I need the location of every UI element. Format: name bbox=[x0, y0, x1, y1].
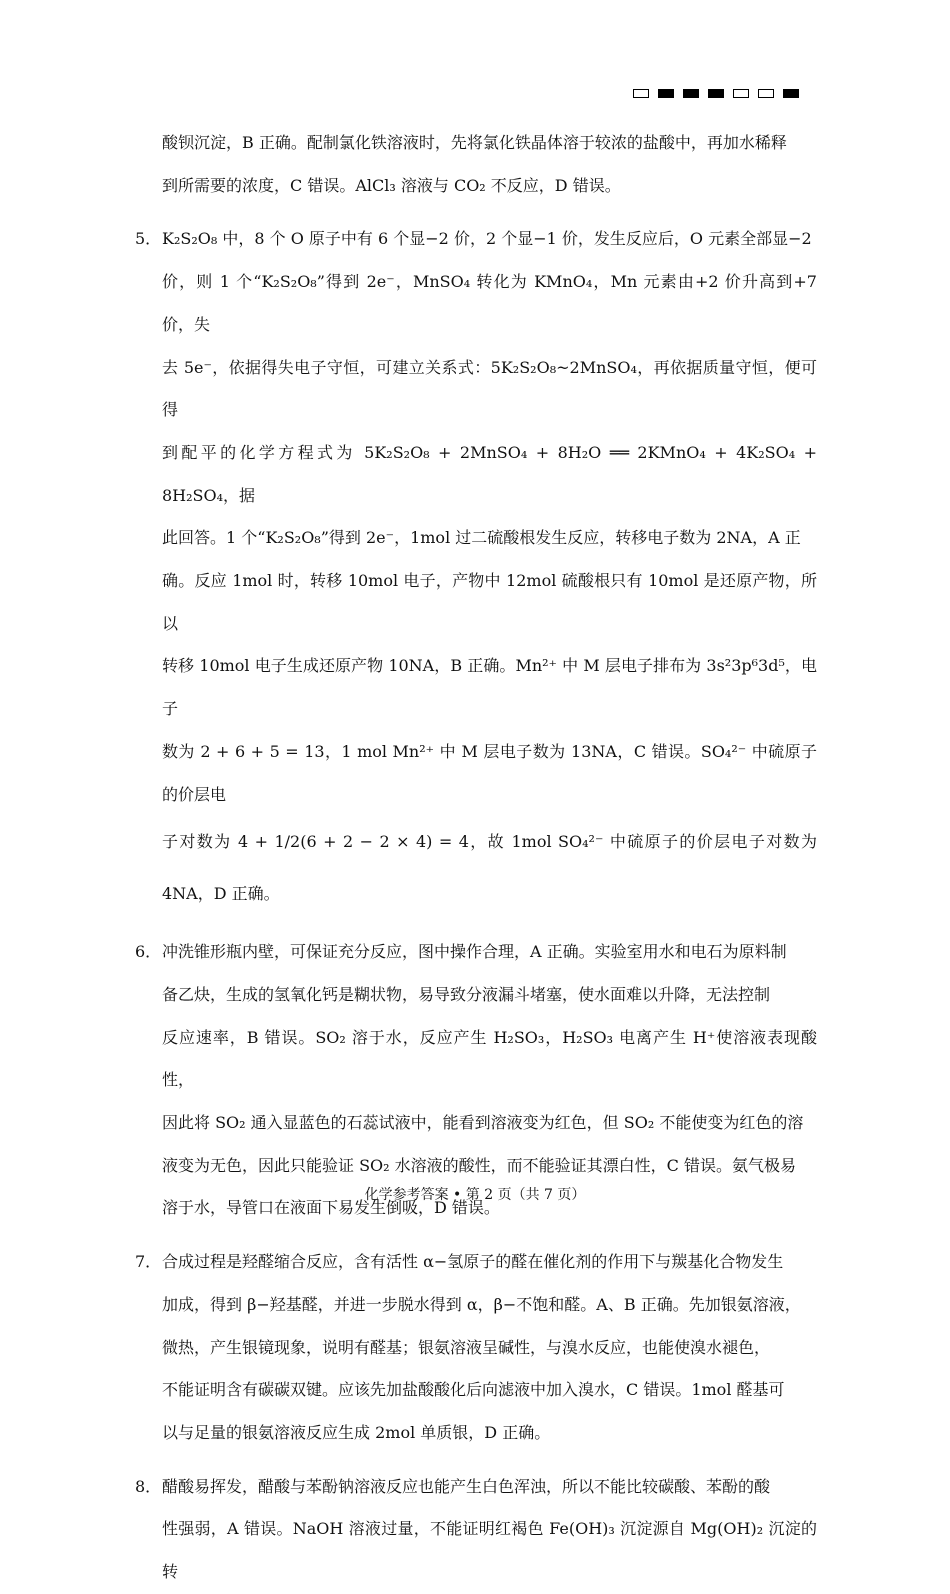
item-number: 6． bbox=[135, 942, 162, 962]
empty-square-mark bbox=[633, 89, 649, 98]
filled-square-mark bbox=[783, 89, 799, 98]
text-line: 微热，产生银镜现象，说明有醛基；银氨溶液呈碱性，与溴水反应，也能使溴水褪色， bbox=[162, 1337, 771, 1357]
text-line: 到所需要的浓度，C 错误。AlCl₃ 溶液与 CO₂ 不反应，D 错误。 bbox=[162, 175, 621, 195]
text-line: 此回答。1 个“K₂S₂O₈”得到 2e⁻，1mol 过二硫酸根发生反应，转移电子数为 2NA，A 正 bbox=[162, 528, 801, 548]
text-line: 去 5e⁻，依据得失电子守恒，可建立关系式：5K₂S₂O₈~2MnSO₄，再依据质量守恒，便可得 bbox=[162, 357, 817, 420]
text-line: 子对数为 4 + 1/2(6 + 2 − 2 × 4) = 4，故 1mol SO₄²⁻ 中硫原子的价层电子对数为 4NA，D 正确。 bbox=[162, 832, 817, 904]
text-line: 确。反应 1mol 时，转移 10mol 电子，产物中 12mol 硫酸根只有 10mol 是还原产物，所以 bbox=[162, 571, 817, 633]
item-number: 7． bbox=[135, 1252, 162, 1272]
text-line: 备乙炔，生成的氢氧化钙是糊状物，易导致分液漏斗堵塞，使水面难以升降，无法控制 bbox=[162, 984, 771, 1004]
text-line: 酸钡沉淀，B 正确。配制氯化铁溶液时，先将氯化铁晶体溶于较浓的盐酸中，再加水稀释 bbox=[162, 133, 787, 152]
item-number: 8． bbox=[135, 1476, 162, 1496]
text-line: 以与足量的银氨溶液反应生成 2mol 单质银，D 正确。 bbox=[162, 1422, 551, 1442]
text-line: 合成过程是羟醛缩合反应，含有活性 α−氢原子的醛在催化剂的作用下与羰基化合物发生 bbox=[162, 1252, 784, 1272]
filled-square-mark bbox=[658, 89, 674, 98]
header-marks bbox=[633, 89, 799, 98]
text-line: 到配平的化学方程式为 5K₂S₂O₈ + 2MnSO₄ + 8H₂O ══ 2KMnO₄ + 4K₂SO₄ + 8H₂SO₄，据 bbox=[162, 442, 817, 505]
answer-item-5 bbox=[135, 218, 817, 920]
empty-square-mark bbox=[758, 89, 774, 98]
text-line: 不能证明含有碳碳双键。应该先加盐酸酸化后向滤液中加入溴水，C 错误。1mol 醛基可 bbox=[162, 1380, 785, 1400]
filled-square-mark bbox=[708, 89, 724, 98]
answer-item-8 bbox=[135, 1466, 817, 1594]
text-line: 数为 2 + 6 + 5 = 13，1 mol Mn²⁺ 中 M 层电子数为 13NA，C 错误。SO₄²⁻ 中硫原子的价层电 bbox=[162, 741, 817, 804]
answer-item-7 bbox=[135, 1241, 817, 1455]
empty-square-mark bbox=[733, 89, 749, 98]
text-line: 价，则 1 个“K₂S₂O₈”得到 2e⁻，MnSO₄ 转化为 KMnO₄，Mn 元素由+2 价升高到+7 价，失 bbox=[162, 272, 817, 334]
text-line: 醋酸易挥发，醋酸与苯酚钠溶液反应也能产生白色浑浊，所以不能比较碳酸、苯酚的酸 bbox=[162, 1476, 771, 1496]
text-line: 液变为无色，因此只能验证 SO₂ 水溶液的酸性，而不能验证其漂白性，C 错误。氨气极易 bbox=[162, 1155, 796, 1175]
page-footer: 化学参考答案 • 第 2 页（共 7 页） bbox=[364, 1187, 586, 1203]
text-line: 因此将 SO₂ 通入显蓝色的石蕊试液中，能看到溶液变为红色，但 SO₂ 不能使变为红色的溶 bbox=[162, 1113, 804, 1133]
answer-content bbox=[135, 122, 817, 1594]
text-line: 冲洗锥形瓶内壁，可保证充分反应，图中操作合理，A 正确。实验室用水和电石为原料制 bbox=[162, 942, 787, 962]
text-line: 反应速率，B 错误。SO₂ 溶于水，反应产生 H₂SO₃，H₂SO₃ 电离产生 H⁺使溶液表现酸性， bbox=[162, 1027, 817, 1090]
text-line: 加成，得到 β−羟基醛，并进一步脱水得到 α，β−不饱和醛。A、B 正确。先加银氨溶液， bbox=[162, 1294, 801, 1314]
text-line: 溶于水，导管口在液面下易发生倒吸，D 错误。 bbox=[162, 1198, 500, 1218]
filled-square-mark bbox=[683, 89, 699, 98]
text-line: 性强弱，A 错误。NaOH 溶液过量，不能证明红褐色 Fe(OH)₃ 沉淀源自 Mg(OH)₂ 沉淀的转 bbox=[162, 1519, 817, 1582]
text-line: 转移 10mol 电子生成还原产物 10NA，B 正确。Mn²⁺ 中 M 层电子排布为 3s²3p⁶3d⁵，电子 bbox=[162, 656, 817, 719]
answer-item-4-continued bbox=[135, 122, 817, 207]
item-number: 5． bbox=[135, 229, 162, 249]
text-line: K₂S₂O₈ 中，8 个 O 原子中有 6 个显−2 价，2 个显−1 价，发生反应后，O 元素全部显−2 bbox=[162, 229, 812, 249]
